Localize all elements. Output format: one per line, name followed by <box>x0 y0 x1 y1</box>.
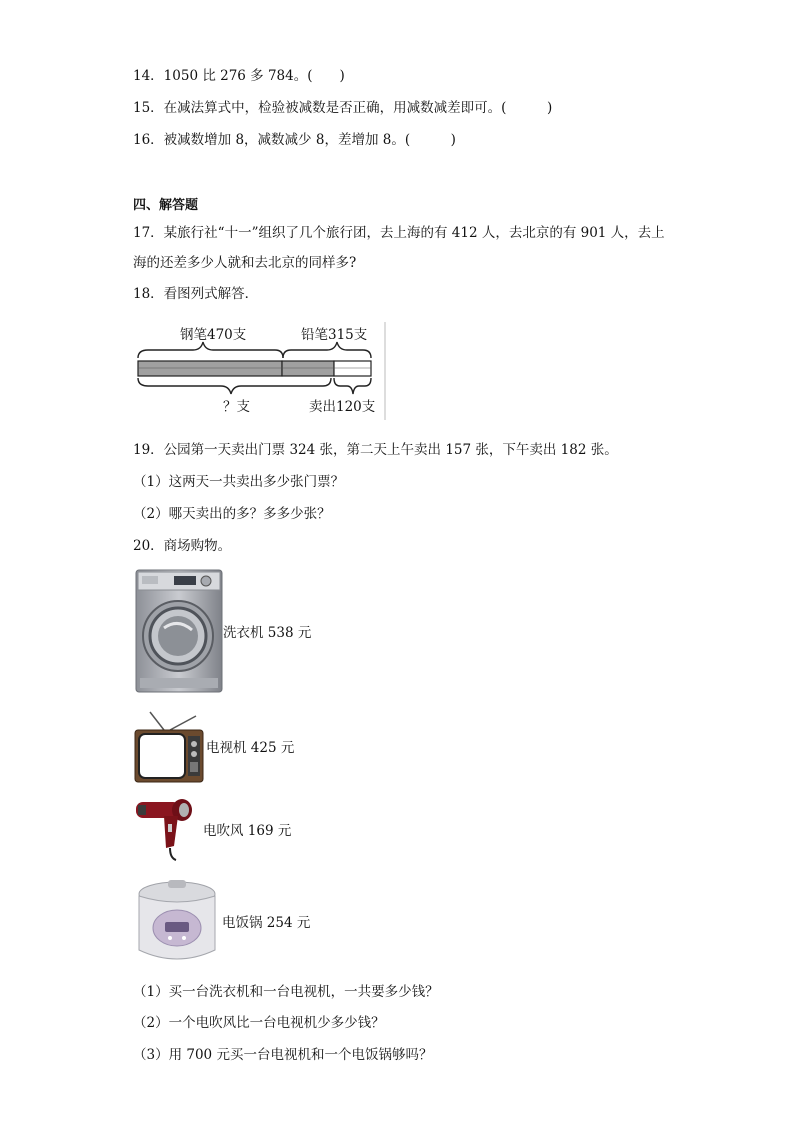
brace-sold <box>334 378 371 394</box>
television-icon <box>134 710 204 784</box>
question-16: 16．被减数增加 8，减数减少 8，差增加 8。( ) <box>133 132 456 148</box>
brace-pencils <box>283 342 371 358</box>
bar-pencils-left <box>282 361 334 376</box>
question-17-line2: 海的还差多少人就和去北京的同样多? <box>133 255 357 271</box>
hair-dryer-label: 电吹风 169 元 <box>203 823 292 839</box>
segment-diagram <box>133 318 389 422</box>
question-20-sub1: （1）买一台洗衣机和一台电视机，一共要多少钱？ <box>133 984 439 1000</box>
bar-pencils-right <box>334 361 371 376</box>
hair-dryer-icon <box>134 796 200 862</box>
washing-machine-label: 洗衣机 538 元 <box>223 625 312 641</box>
question-18: 18．看图列式解答． <box>133 286 259 302</box>
television-label: 电视机 425 元 <box>206 740 295 756</box>
question-14: 14．1050 比 276 多 784。( ) <box>133 68 345 84</box>
label-pencils: 铅笔315支 <box>301 327 368 343</box>
section-title: 四、解答题 <box>133 198 199 213</box>
question-20-sub3: （3）用 700 元买一台电视机和一个电饭锅够吗？ <box>133 1047 433 1063</box>
brace-pens <box>138 342 283 358</box>
question-19-sub1: （1）这两天一共卖出多少张门票？ <box>133 474 345 490</box>
washing-machine-icon <box>134 568 224 696</box>
question-19: 19．公园第一天卖出门票 324 张，第二天上午卖出 157 张，下午卖出 182 张。 <box>133 442 618 458</box>
bar-pens <box>138 361 282 376</box>
rice-cooker-label: 电饭锅 254 元 <box>222 915 311 931</box>
rice-cooker-icon <box>134 878 220 968</box>
label-sold: 卖出120支 <box>309 399 376 415</box>
label-unknown: ？支 <box>223 399 250 415</box>
question-19-sub2: （2）哪天卖出的多？多多少张？ <box>133 506 331 522</box>
brace-unknown <box>138 378 331 394</box>
question-15: 15．在减法算式中，检验被减数是否正确，用减数减差即可。( ) <box>133 100 553 116</box>
question-20: 20．商场购物。 <box>133 538 232 554</box>
question-17-line1: 17．某旅行社“十一”组织了几个旅行团，去上海的有 412 人，去北京的有 901 人，去上 <box>133 225 665 241</box>
question-20-sub2: （2）一个电吹风比一台电视机少多少钱？ <box>133 1015 385 1031</box>
label-pens: 钢笔470支 <box>180 327 247 343</box>
